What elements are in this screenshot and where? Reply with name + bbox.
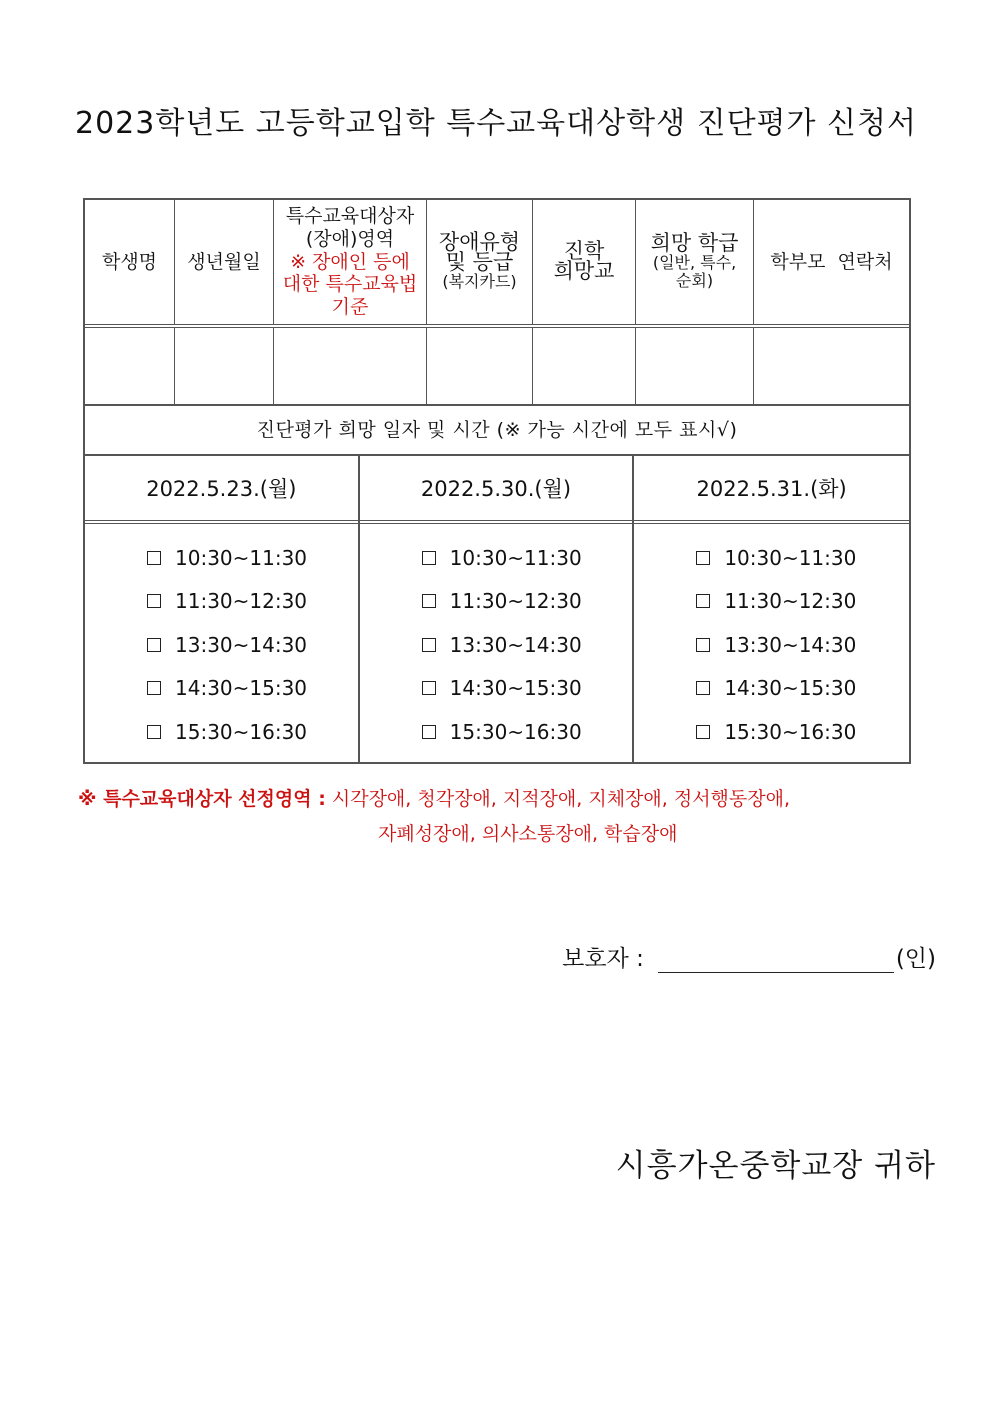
checkbox-icon[interactable] [147,638,161,652]
note-prefix: ※ 특수교육대상자 선정영역 : [78,788,326,810]
guardian-signature [562,940,936,973]
disability-label-2: 및 등급 [445,249,514,274]
area-label-2: (장애)영역 [305,227,395,250]
disability-label-1: 장애유형 [438,229,521,254]
time-slot-label: 11:30~12:30 [724,589,857,614]
class-label-2: (일반, 특수, [652,252,737,272]
checkbox-icon[interactable] [422,638,436,652]
class-label-3: 순회) [675,270,714,290]
area-label-1: 특수교육대상자 [285,205,415,227]
time-slot[interactable] [422,667,633,711]
time-slot[interactable] [147,536,358,580]
schedule-date: 2022.5.23.(월) [85,456,358,524]
checkbox-icon[interactable] [696,681,710,695]
seal-mark: (인) [895,946,936,972]
guardian-label: 보호자 : [562,946,644,972]
header-birth-date: 생년월일 [175,200,274,324]
page-title: 2023학년도 고등학교입학 특수교육대상학생 진단평가 신청서 [74,106,917,141]
checkbox-icon[interactable] [696,638,710,652]
area-note-2: 대한 특수교육법 [282,273,418,296]
time-slot-label: 13:30~14:30 [449,632,582,657]
schedule-date: 2022.5.30.(월) [360,456,633,524]
special-education-area-field[interactable] [274,328,427,404]
applicant-table [83,198,911,406]
schedule-grid [85,456,909,762]
selection-area-note [78,784,790,846]
time-slot-label: 14:30~15:30 [449,676,582,701]
checkbox-icon[interactable] [422,551,436,565]
time-slot-list [85,524,358,762]
class-label-1: 희망 학급 [650,230,739,255]
time-slot-label: 14:30~15:30 [724,676,857,701]
time-slot[interactable] [147,623,358,667]
time-slot-list [634,524,909,762]
time-slot[interactable] [696,536,909,580]
schedule-day [85,456,360,762]
time-slot-label: 13:30~14:30 [175,632,308,657]
checkbox-icon[interactable] [422,725,436,739]
header-desired-school [533,200,636,324]
time-slot-label: 11:30~12:30 [449,589,582,614]
checkbox-icon[interactable] [147,594,161,608]
guardian-signature-line[interactable] [658,946,894,973]
time-slot[interactable] [696,623,909,667]
checkbox-icon[interactable] [147,681,161,695]
time-slot-label: 10:30~11:30 [724,545,857,570]
checkbox-icon[interactable] [422,681,436,695]
time-slot-list [360,524,633,762]
checkbox-icon[interactable] [147,725,161,739]
time-slot[interactable] [422,710,633,754]
time-slot[interactable] [147,667,358,711]
school-label-2: 희망교 [553,259,615,283]
time-slot-label: 15:30~16:30 [724,719,857,744]
header-parent-contact: 학부모 연락처 [770,250,893,273]
time-slot-label: 15:30~16:30 [449,719,582,744]
time-slot[interactable] [696,710,909,754]
birth-date-field[interactable] [175,328,274,404]
time-slot-label: 14:30~15:30 [175,676,308,701]
applicant-table-header [85,200,909,328]
header-desired-class [636,200,754,324]
applicant-input-row [85,328,909,404]
checkbox-icon[interactable] [696,725,710,739]
desired-class-field[interactable] [636,328,754,404]
recipient: 시흥가온중학교장 귀하 [615,1148,936,1184]
header-student-name: 학생명 [85,200,175,324]
note-areas-2: 자폐성장애, 의사소통장애, 학습장애 [378,823,678,845]
note-areas-1: 시각장애, 청각장애, 지적장애, 지체장애, 정서행동장애, [331,788,791,810]
schedule-day [634,456,909,762]
header-disability-type [427,200,533,324]
time-slot-label: 10:30~11:30 [175,545,308,570]
time-slot[interactable] [422,536,633,580]
disability-label-3: (복지카드) [442,271,517,291]
time-slot-label: 13:30~14:30 [724,632,857,657]
schedule-title: 진단평가 희망 일자 및 시간 (※ 가능 시간에 모두 표시√) [85,402,909,456]
school-label-1: 진학 [563,239,605,264]
checkbox-icon[interactable] [696,594,710,608]
checkbox-icon[interactable] [422,594,436,608]
student-name-field[interactable] [85,328,175,404]
parent-contact-field[interactable] [754,328,909,404]
note-line-1 [78,784,790,811]
area-note-1: ※ 장애인 등에 [290,250,410,273]
disability-type-field[interactable] [427,328,533,404]
time-slot[interactable] [147,710,358,754]
time-slot-label: 10:30~11:30 [449,545,582,570]
schedule-table [83,402,911,764]
time-slot[interactable] [147,580,358,624]
time-slot[interactable] [696,667,909,711]
area-note-3: 기준 [331,296,369,319]
time-slot-label: 15:30~16:30 [175,719,308,744]
header-special-education-area [274,200,427,324]
time-slot[interactable] [422,623,633,667]
time-slot[interactable] [422,580,633,624]
schedule-date: 2022.5.31.(화) [634,456,909,524]
time-slot[interactable] [696,580,909,624]
schedule-day [360,456,635,762]
time-slot-label: 11:30~12:30 [175,589,308,614]
desired-school-field[interactable] [533,328,636,404]
checkbox-icon[interactable] [696,551,710,565]
checkbox-icon[interactable] [147,551,161,565]
